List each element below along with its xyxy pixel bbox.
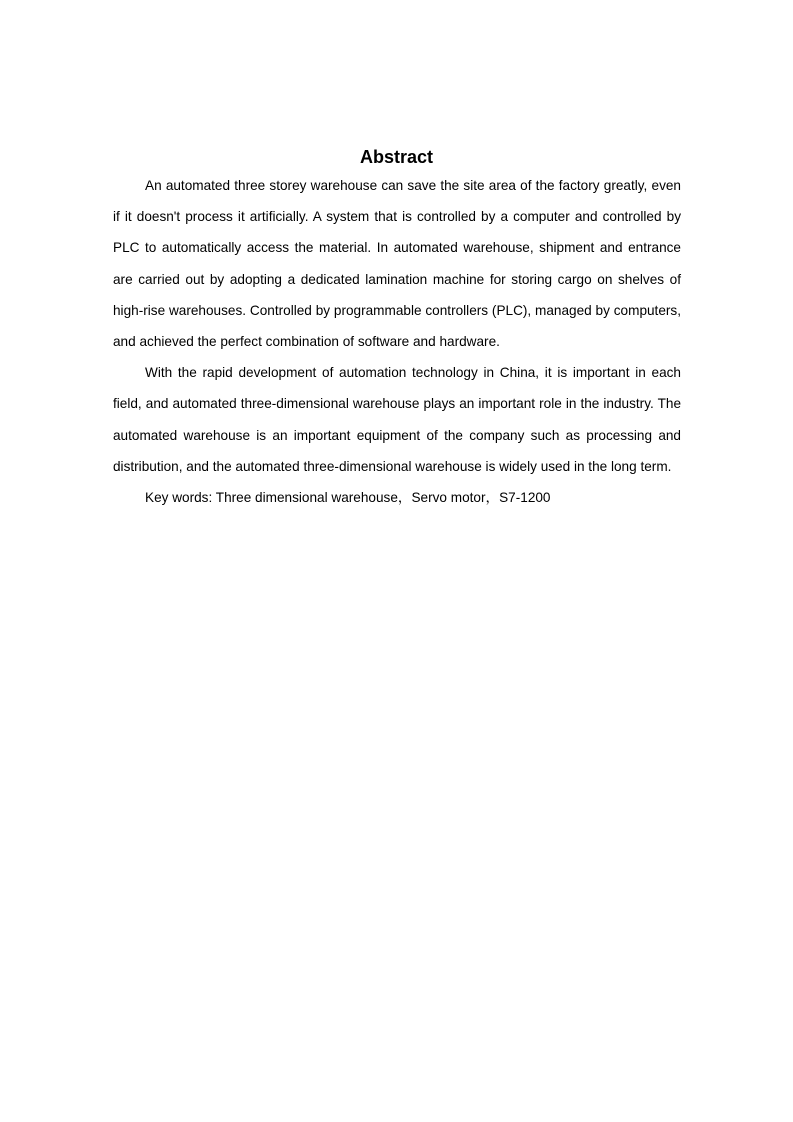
- abstract-body: [113, 170, 681, 513]
- abstract-title: Abstract: [359, 147, 434, 167]
- abstract-paragraph-2: With the rapid development of automation technology in China, it is important in each field, and automated three-dimensional warehouse plays an important role in the industry. The automated warehouse is an important equipment of the company such as processing and distribution, and the automated three-dimensional warehouse is widely used in the long term.: [113, 365, 681, 474]
- abstract-paragraph-1: An automated three storey warehouse can save the site area of the factory greatly, even if it doesn't process it artificially. A system that is controlled by a computer and controlled by PLC to automatically access the material. In automated warehouse, shipment and entrance are carried out by adopting a dedicated lamination machine for storing cargo on shelves of high-rise warehouses. Controlled by programmable controllers (PLC), managed by computers, and achieved the perfect combination of software and hardware.: [113, 178, 681, 350]
- keywords-line: Key words: Three dimensional warehouse，Servo motor，S7-1200: [145, 490, 551, 506]
